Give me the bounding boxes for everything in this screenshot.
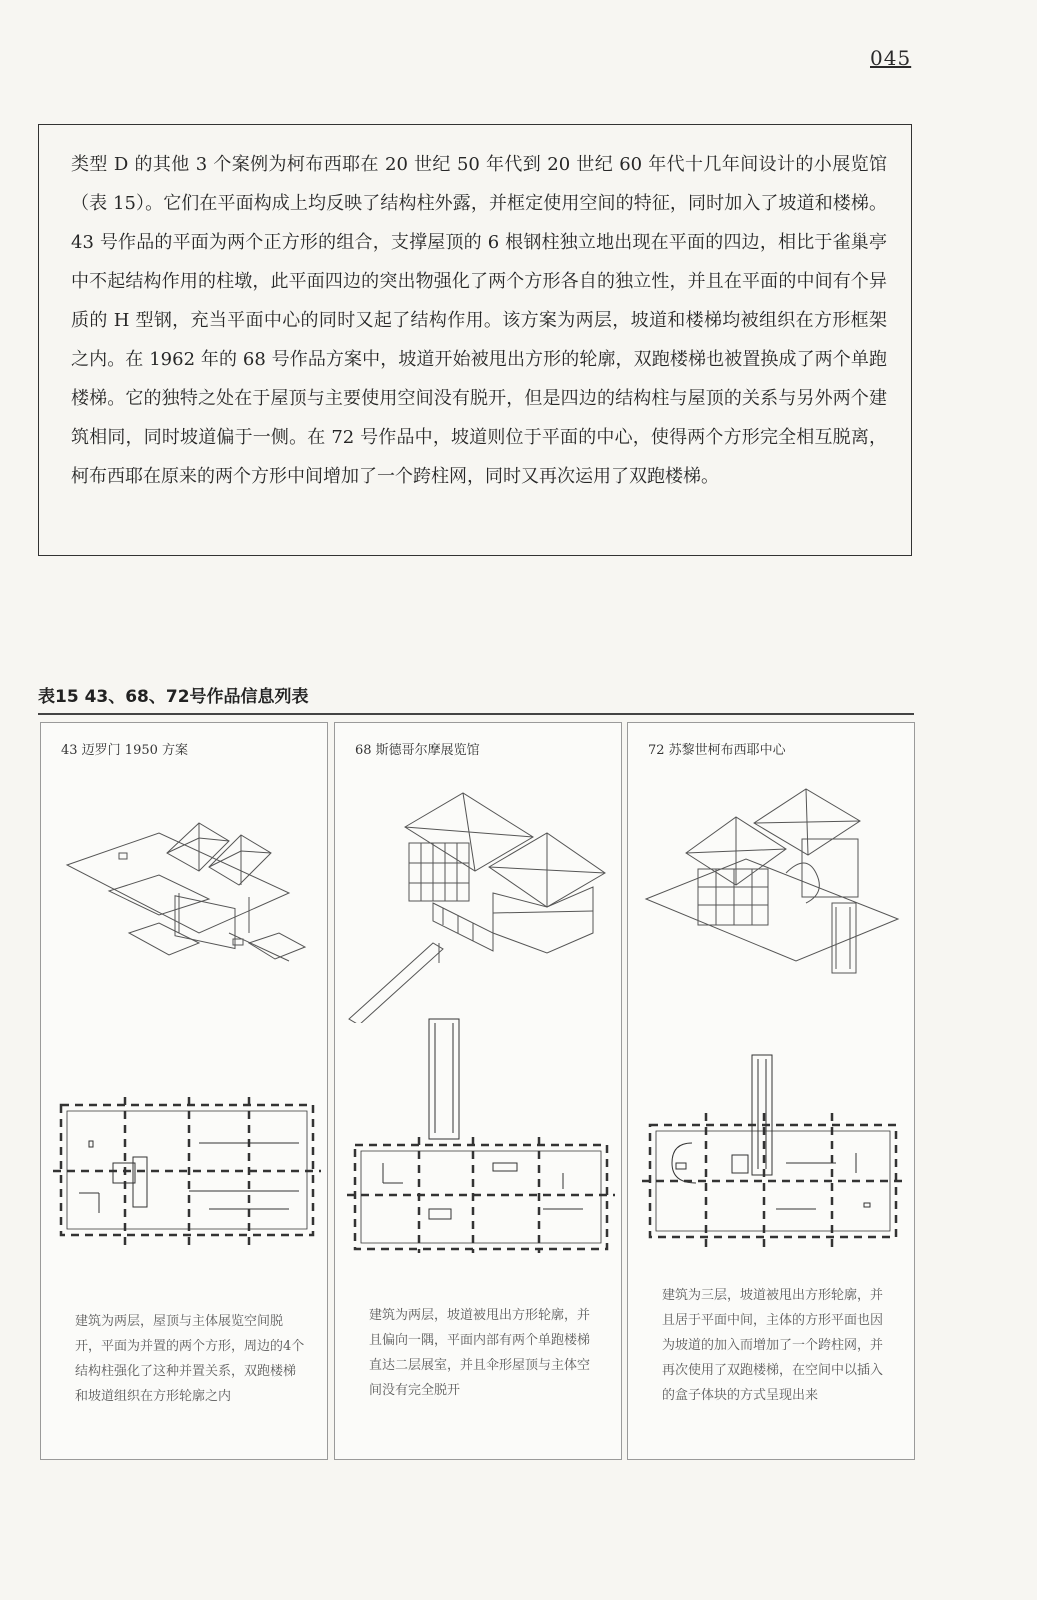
floor-plan-43 [49, 1013, 321, 1253]
column-title: 43 迈罗门 1950 方案 [61, 743, 189, 758]
column-caption: 建筑为两层，坡道被甩出方形轮廓，并且偏向一隅，平面内部有两个单跑楼梯直达二层展室，并且伞形屋顶与主体空间没有完全脱开 [369, 1308, 591, 1398]
title-divider [38, 713, 914, 715]
floor-plan-68 [343, 1013, 615, 1253]
axonometric-drawing-68 [343, 783, 615, 1023]
column-caption: 建筑为三层，坡道被甩出方形轮廓，并且居于平面中间，主体的方形平面也因为坡道的加入而增加了一个跨柱网，并再次使用了双跑楼梯，在空间中以插入的盒子体块的方式呈现出来 [662, 1288, 884, 1403]
column-title: 68 斯德哥尔摩展览馆 [355, 743, 480, 758]
floor-plan-72 [636, 1013, 908, 1253]
column-caption: 建筑为两层，屋顶与主体展览空间脱开，平面为并置的两个方形，周边的4个结构柱强化了这种并置关系，双跑楼梯和坡道组织在方形轮廓之内 [75, 1314, 305, 1404]
table-column-43 [40, 722, 328, 1460]
axonometric-drawing-72 [636, 783, 908, 1023]
table-column-68 [334, 722, 622, 1460]
intro-text-box [38, 124, 912, 556]
intro-paragraph: 类型 D 的其他 3 个案例为柯布西耶在 20 世纪 50 年代到 20 世纪 60 年代十几年间设计的小展览馆（表 15）。它们在平面构成上均反映了结构柱外露，并框定使用空间的特征，同时加入了坡道和楼梯。43 号作品的平面为两个正方形的组合，支撑屋顶的 6 根钢柱独立地出现在平面的四边，相比于雀巢亭中不起结构作用的柱墩，此平面四边的突出物强化了两个方形各自的独立性，并且在平面的中间有个异质的 H 型钢，充当平面中心的同时又起了结构作用。该方案为两层，坡道和楼梯均被组织在方形框架之内。在 1962 年的 68 号作品方案中，坡道开始被甩出方形的轮廓，双跑楼梯也被置换成了两个单跑楼梯。它的独特之处在于屋顶与主要使用空间没有脱开，但是四边的结构柱与屋顶的关系与另外两个建筑相同，同时坡道偏于一侧。在 72 号作品中，坡道则位于平面的中心，使得两个方形完全相互脱离，柯布西耶在原来的两个方形中间增加了一个跨柱网，同时又再次运用了双跑楼梯。 [71, 154, 887, 487]
axonometric-drawing-43 [49, 783, 321, 1023]
table-column-72 [627, 722, 915, 1460]
table-title: 表15 43、68、72号作品信息列表 [38, 687, 309, 707]
column-title: 72 苏黎世柯布西耶中心 [648, 743, 786, 758]
page-number: 045 [870, 46, 912, 70]
